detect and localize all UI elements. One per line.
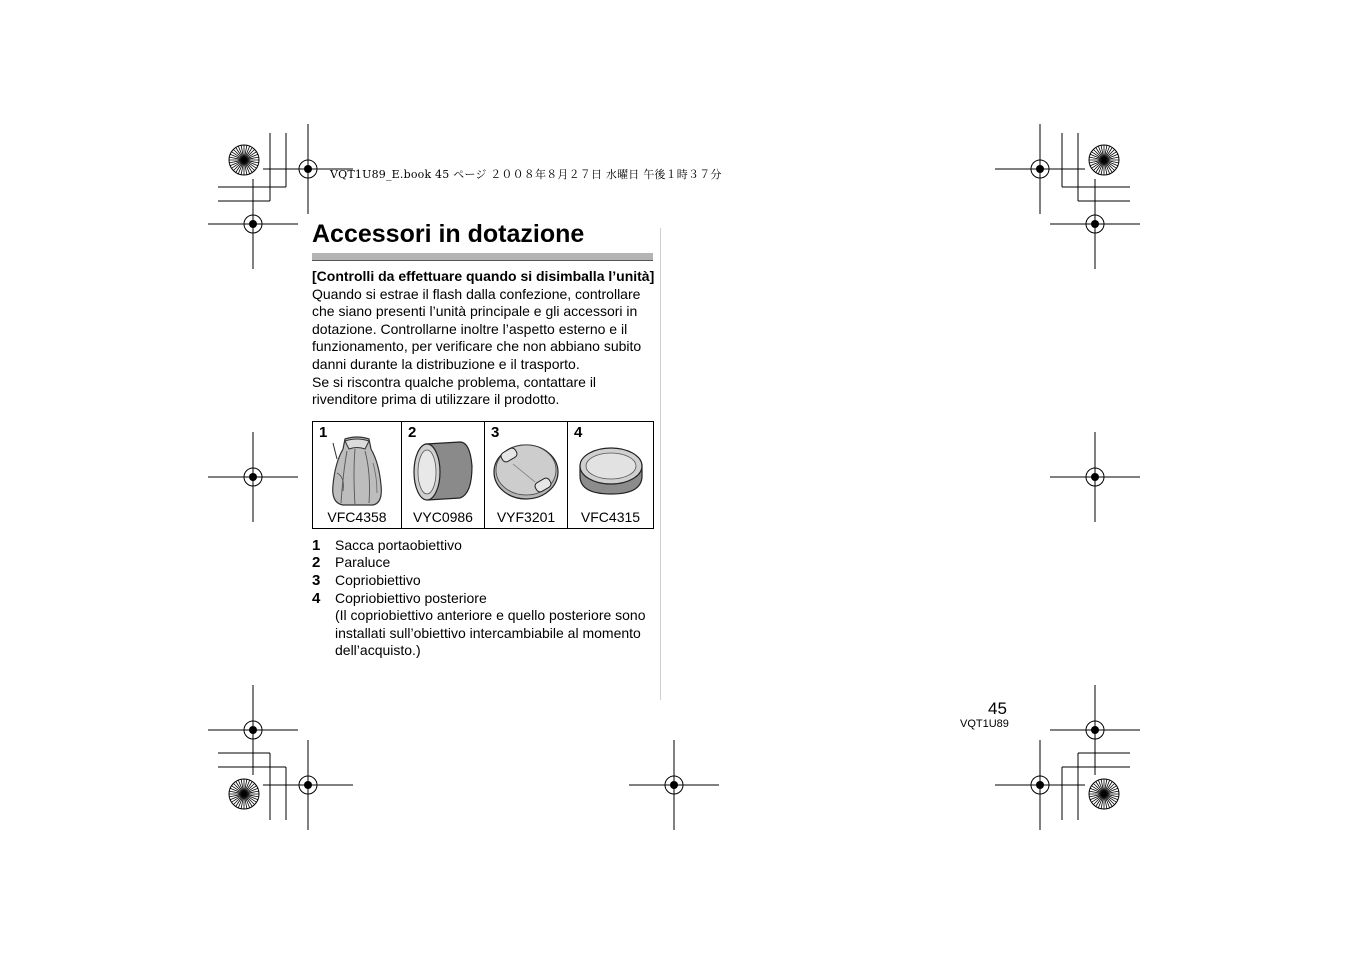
accessory-cell-3	[485, 421, 568, 528]
item-label: Paraluce	[335, 554, 391, 571]
intro-paragraph: Quando si estrae il flash dalla confezione, controllare che siano presenti l’unità principale e gli accessori in dotazione. Controllarne inoltre l’aspetto esterno e il funzionamento, per verificare che non abbiano subito danni durante la distribuzione e il trasporto.	[312, 285, 642, 372]
item-label: Sacca portaobiettivo	[335, 536, 462, 553]
accessory-cell-2	[402, 421, 485, 528]
page-number: 45	[988, 699, 1007, 718]
accessory-number: 2	[408, 423, 417, 441]
accessory-code: VFC4315	[580, 509, 641, 526]
print-header: VQT1U89_E.book 45 ページ ２００８年８月２７日 水曜日 午後１時３７分	[330, 168, 722, 181]
accessory-cell-4	[568, 421, 654, 528]
list-item	[312, 572, 657, 590]
item-label: Copriobiettivo	[335, 571, 421, 588]
item-note: (Il copriobiettivo anteriore e quello posteriore sono installati sull’obiettivo intercambiabile al momento dell’acquisto.)	[335, 607, 646, 659]
page-title: Accessori in dotazione	[312, 220, 585, 248]
list-item	[312, 590, 657, 660]
accessory-number: 3	[491, 423, 500, 441]
item-number: 3	[312, 571, 321, 589]
problem-paragraph: Se si riscontra qualche problema, contattare il rivenditore prima di utilizzare il prodotto.	[312, 373, 597, 408]
rear-lens-cap-icon	[577, 444, 645, 498]
content-column	[312, 268, 657, 660]
item-number: 1	[312, 536, 321, 554]
lens-cap-icon	[491, 440, 561, 502]
accessory-code: VFC4358	[327, 509, 387, 526]
lens-hood-icon	[410, 438, 476, 504]
accessory-list	[312, 537, 657, 660]
accessories-table	[312, 421, 654, 529]
lens-pouch-icon	[325, 433, 389, 509]
accessory-code: VYF3201	[496, 509, 556, 526]
section-subheading: [Controlli da effettuare quando si disimballa l’unità]	[312, 268, 655, 284]
accessory-number: 1	[319, 423, 328, 441]
item-label: Copriobiettivo posteriore	[335, 589, 487, 606]
column-divider	[660, 228, 661, 700]
list-item	[312, 537, 657, 555]
accessory-code: VYC0986	[413, 509, 473, 526]
list-item	[312, 554, 657, 572]
accessory-cell-1	[313, 421, 402, 528]
title-underline	[312, 253, 653, 261]
item-number: 2	[312, 554, 321, 572]
document-code: VQT1U89	[960, 718, 1009, 730]
accessory-number: 4	[574, 423, 583, 441]
item-number: 4	[312, 589, 321, 607]
